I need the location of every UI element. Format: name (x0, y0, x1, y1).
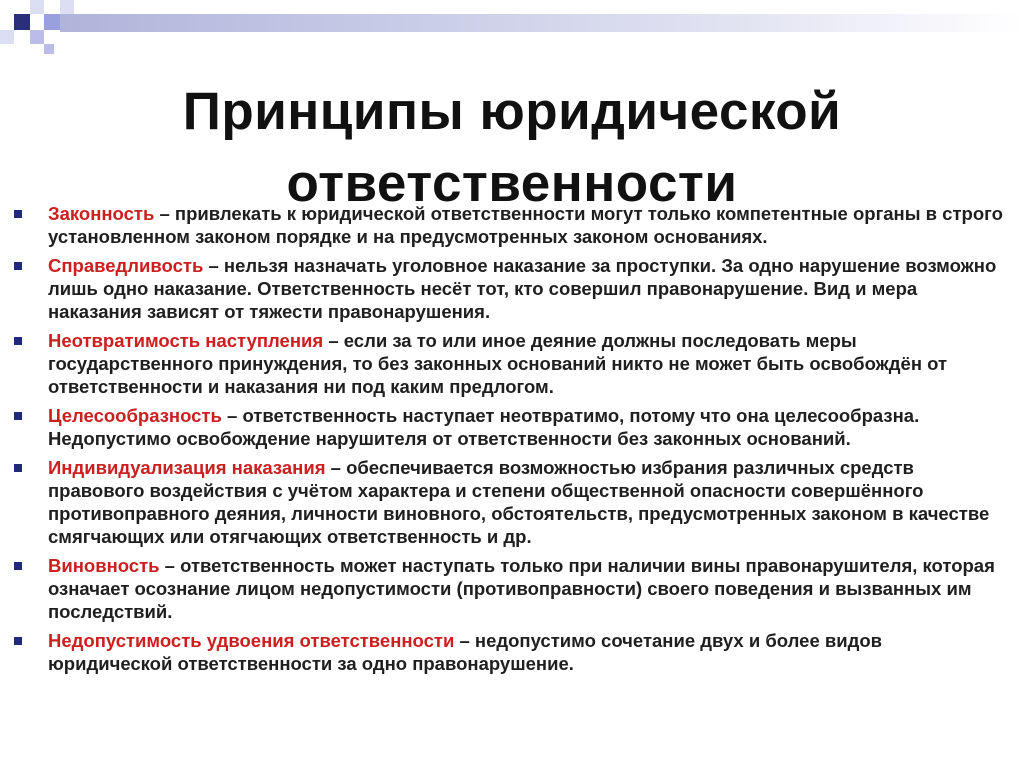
square-bullet-icon (14, 337, 22, 345)
deco-square-pale (60, 0, 74, 14)
deco-square-lavender (44, 14, 60, 30)
header-gradient-bar (60, 14, 1024, 32)
list-item (14, 554, 1004, 623)
principles-list (14, 202, 1004, 681)
principle-description: – обеспечивается возможностью избрания различных средств правового воздействия с учётом характера и степени общественной опасности совершённого противоправного деяния, личности виновного, обстоятельств, предусмотренных законом в качестве смягчающих или отягчающих ответственность и др. (48, 457, 990, 547)
principle-description: – привлекать к юридической ответственности могут только компетентные органы в строго установленном законом порядке и на предусмотренных законом основаниях. (48, 203, 1003, 247)
list-item (14, 329, 1004, 398)
deco-square-lavender (44, 44, 54, 54)
principle-term: Недопустимость удвоения ответственности (48, 630, 455, 651)
slide-title-line-1: Принципы юридической (182, 81, 842, 141)
square-bullet-icon (14, 262, 22, 270)
slide-title (0, 76, 1024, 220)
list-item (14, 456, 1004, 548)
principle-description: – нельзя назначать уголовное наказание за проступки. За одно нарушение возможно лишь одно наказание. Ответственность несёт тот, кто совершил правонарушение. Вид и мера наказания зависят от тяжести правонарушения. (48, 255, 997, 322)
principle-term: Целесообразность (48, 405, 222, 426)
principle-term: Неотвратимость наступления (48, 330, 324, 351)
principle-description: – недопустимо сочетание двух и более видов юридической ответственности за одно правонарушение. (48, 630, 883, 674)
list-item (14, 254, 1004, 323)
list-item (14, 404, 1004, 450)
list-item (14, 629, 1004, 675)
principle-description: – ответственность может наступать только при наличии вины правонарушителя, которая означает осознание лицом недопустимости (противоправности) своего поведения и вызванных им последствий. (48, 555, 995, 622)
deco-square-lavender (30, 30, 44, 44)
deco-square-pale (0, 30, 14, 44)
principle-term: Справедливость (48, 255, 204, 276)
slide-title-line-2: ответственности (286, 153, 738, 213)
principle-description: – ответственность наступает неотвратимо, потому что она целесообразна. Недопустимо освобождение нарушителя от ответственности без законных оснований. (48, 405, 920, 449)
principle-term: Законность (48, 203, 155, 224)
deco-square-pale (30, 0, 44, 14)
deco-square-navy (14, 14, 30, 30)
square-bullet-icon (14, 412, 22, 420)
principle-description: – если за то или иное деяние должны последовать меры государственного принуждения, то без законных оснований никто не может быть освобождён от ответственности и наказания ни под каким предлогом. (48, 330, 948, 397)
list-item (14, 202, 1004, 248)
square-bullet-icon (14, 637, 22, 645)
square-bullet-icon (14, 562, 22, 570)
square-bullet-icon (14, 210, 22, 218)
principle-term: Индивидуализация наказания (48, 457, 326, 478)
square-bullet-icon (14, 464, 22, 472)
principle-term: Виновность (48, 555, 160, 576)
